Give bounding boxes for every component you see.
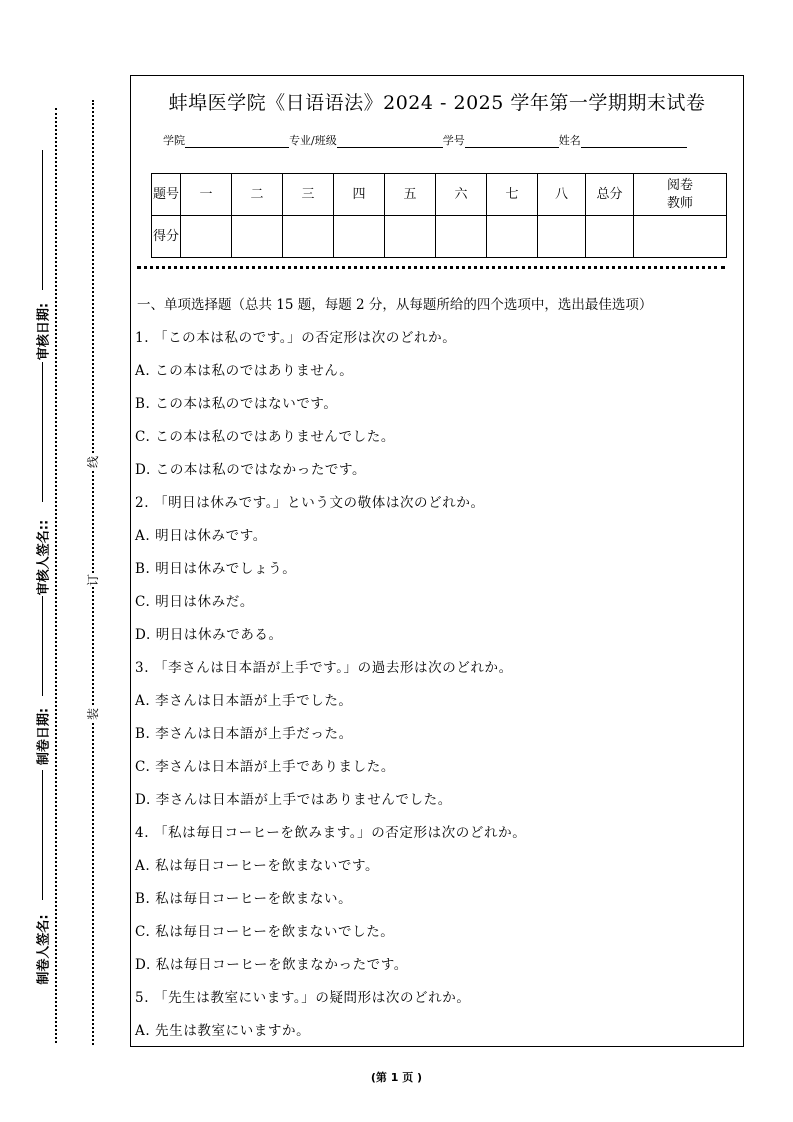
score-cell[interactable] <box>538 216 586 258</box>
option-line: C. この本は私のではありませんでした。 <box>135 429 395 445</box>
binding-line-2 <box>42 362 43 502</box>
score-cell[interactable] <box>334 216 385 258</box>
field-student-id-blank[interactable] <box>465 135 559 148</box>
bind-char-xian: 线 <box>86 456 100 469</box>
maker-date-label: 制卷日期: <box>36 707 52 766</box>
field-student-id-label: 学号 <box>442 134 465 147</box>
question-stem: 4. 「私は毎日コーヒーを飲みます。」の否定形は次のどれか。 <box>135 825 527 841</box>
dotted-separator <box>137 266 725 269</box>
option-line: D. 李さんは日本語が上手ではありませんでした。 <box>135 792 452 808</box>
question-stem: 5. 「先生は教室にいます。」の疑問形は次のどれか。 <box>135 990 471 1006</box>
field-major-label: 专业/班级 <box>289 134 337 147</box>
page-number: (第 1 页 ) <box>370 1071 423 1084</box>
bind-char-ding: 订 <box>86 574 100 587</box>
field-name-label: 姓名 <box>558 134 581 147</box>
score-cell-grader[interactable] <box>634 216 727 258</box>
score-cell[interactable] <box>436 216 487 258</box>
binding-line-4 <box>42 770 43 900</box>
section-heading: 一、单项选择题（总共 15 题，每题 2 分，从每题所给的四个选项中，选出最佳选项） <box>137 297 653 313</box>
option-line: D. 明日は休みである。 <box>135 627 283 643</box>
binding-line-top <box>42 150 43 290</box>
question-list <box>135 326 735 1052</box>
question-stem: 3. 「李さんは日本語が上手です。」の過去形は次のどれか。 <box>135 660 513 676</box>
col-header: 六 <box>436 174 487 216</box>
option-line: A. 李さんは日本語が上手でした。 <box>135 693 353 709</box>
score-cell[interactable] <box>181 216 232 258</box>
option-line: B. 明日は休みでしょう。 <box>135 561 297 577</box>
binding-line-3 <box>42 596 43 696</box>
option-line: C. 私は毎日コーヒーを飲まないでした。 <box>135 924 395 940</box>
option-line: B. この本は私のではないです。 <box>135 396 338 412</box>
option-line: D. 私は毎日コーヒーを飲まなかったです。 <box>135 957 408 973</box>
score-cell[interactable] <box>232 216 283 258</box>
option-line: A. 私は毎日コーヒーを飲まないです。 <box>135 858 380 874</box>
question-stem: 1. 「この本は私のです。」の否定形は次のどれか。 <box>135 330 457 346</box>
col-header: 一 <box>181 174 232 216</box>
option-line: A. 先生は教室にいますか。 <box>135 1023 311 1039</box>
col-header: 五 <box>385 174 436 216</box>
col-header-total: 总分 <box>586 174 634 216</box>
option-line: B. 私は毎日コーヒーを飲まない。 <box>135 891 353 907</box>
score-cell[interactable] <box>283 216 334 258</box>
col-header: 四 <box>334 174 385 216</box>
option-line: C. 李さんは日本語が上手でありました。 <box>135 759 395 775</box>
page-title: 蚌埠医学院《日语语法》2024 - 2025 学年第一学期期末试卷 <box>168 92 706 114</box>
option-line: B. 李さんは日本語が上手だった。 <box>135 726 353 742</box>
score-cell[interactable] <box>487 216 538 258</box>
bind-char-zhuang: 装 <box>86 708 100 721</box>
field-college-label: 学院 <box>163 134 185 147</box>
col-header: 三 <box>283 174 334 216</box>
exam-frame <box>130 75 744 1047</box>
score-cell[interactable] <box>385 216 436 258</box>
row-label-question-number: 题号 <box>152 174 181 216</box>
score-cell-total[interactable] <box>586 216 634 258</box>
col-header-grader: 阅卷教师 <box>634 174 727 216</box>
binding-dotted-line-left <box>55 108 57 1043</box>
option-line: C. 明日は休みだ。 <box>135 594 254 610</box>
col-header: 二 <box>232 174 283 216</box>
score-table-score-row <box>152 216 727 258</box>
option-line: A. この本は私のではありません。 <box>135 363 354 379</box>
student-info-row <box>163 132 687 148</box>
field-college-blank[interactable] <box>185 135 289 148</box>
option-line: A. 明日は休みです。 <box>135 528 267 544</box>
option-line: D. この本は私のではなかったです。 <box>135 462 367 478</box>
row-label-score: 得分 <box>152 216 181 258</box>
field-major-blank[interactable] <box>337 135 443 148</box>
score-table-header-row <box>152 174 727 216</box>
field-name-blank[interactable] <box>581 135 687 148</box>
reviewer-date-label: 审核日期: <box>36 302 52 361</box>
score-table <box>151 173 727 258</box>
col-header: 七 <box>487 174 538 216</box>
reviewer-signature-label: 审核人签名:: <box>36 519 52 596</box>
question-stem: 2. 「明日は休みです。」という文の敬体は次のどれか。 <box>135 495 485 511</box>
col-header: 八 <box>538 174 586 216</box>
maker-signature-label: 制卷人签名: <box>36 914 52 985</box>
